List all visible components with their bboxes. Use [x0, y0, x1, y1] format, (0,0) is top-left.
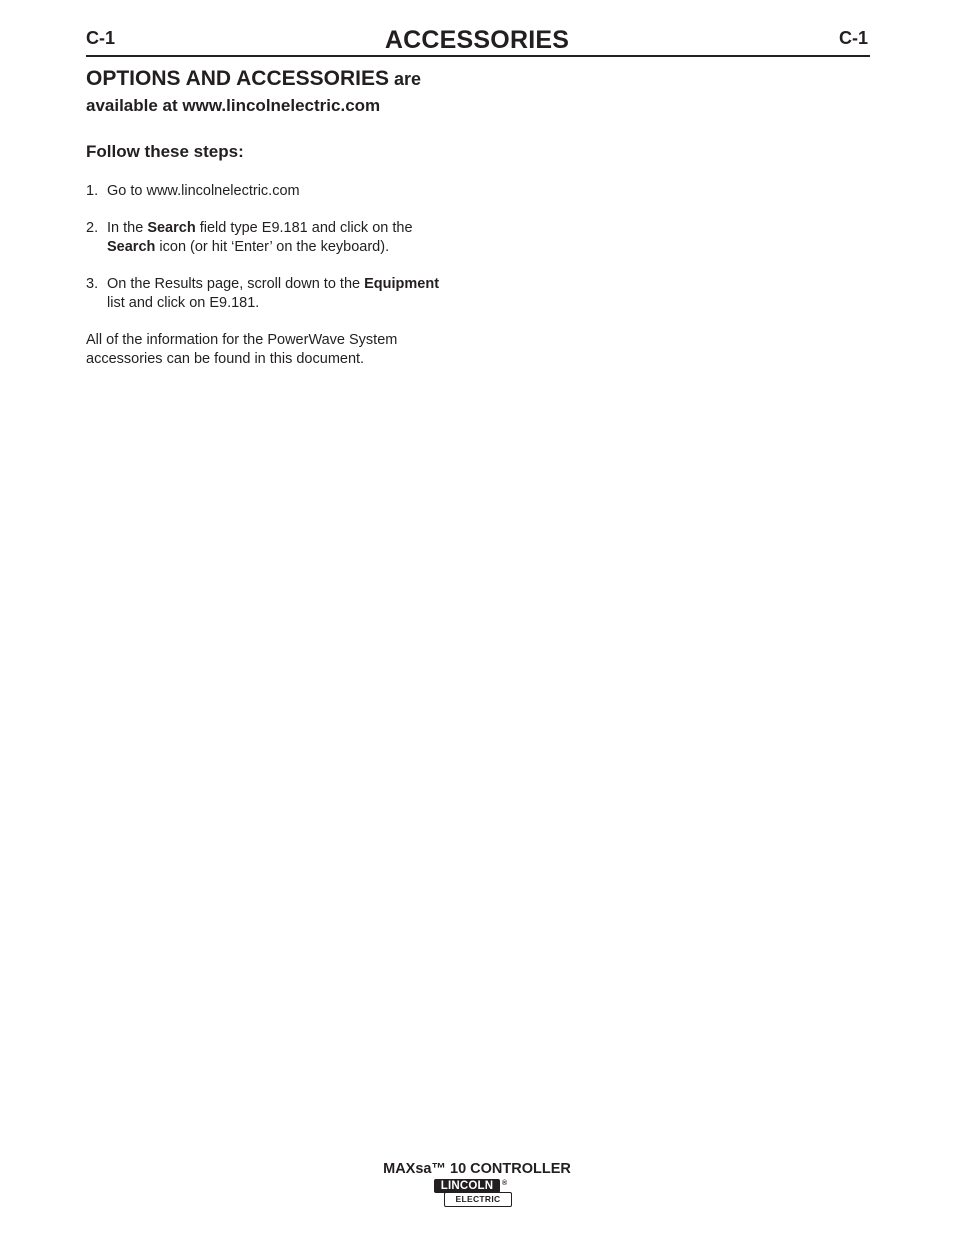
section-heading — [86, 66, 456, 118]
steps-title: Follow these steps: — [86, 142, 244, 161]
closing-paragraph: All of the information for the PowerWave System accessories can be found in this document. — [86, 331, 398, 367]
step-number: 2. — [86, 219, 99, 236]
footer-product-name: MAXsa™ 10 CONTROLLER — [383, 1161, 571, 1177]
registered-mark: ® — [502, 1180, 508, 1187]
step-text: Go to www.lincolnelectric.com — [107, 183, 300, 199]
step-text: field type E9.181 and click on the — [195, 219, 413, 236]
step-keyword-search: Search — [107, 239, 156, 255]
step-number: 3. — [86, 275, 99, 292]
step-text: icon (or hit ‘Enter’ on the keyboard). — [155, 239, 390, 255]
step-text: In the — [107, 219, 148, 236]
section-heading-main: OPTIONS AND ACCESSORIES — [86, 67, 389, 90]
logo-top-text: LINCOLN — [434, 1179, 500, 1193]
steps-list — [86, 182, 456, 314]
page-number-left: C-1 — [86, 28, 116, 48]
section-heading-url: available at www.lincolnelectric.com — [86, 96, 381, 115]
step-item-3 — [86, 275, 456, 314]
step-keyword-equipment: Equipment — [364, 275, 440, 292]
step-text: On the Results page, scroll down to the — [107, 275, 365, 292]
step-item-1 — [86, 182, 456, 202]
logo-bottom-text: ELECTRIC — [444, 1192, 512, 1207]
page-number-right: C-1 — [838, 28, 868, 48]
main-content — [86, 66, 456, 370]
step-number: 1. — [86, 183, 99, 199]
step-item-2 — [86, 219, 456, 258]
lincoln-electric-logo — [434, 1179, 514, 1207]
header-divider — [86, 55, 870, 57]
page-title: ACCESSORIES — [384, 26, 570, 54]
step-text: list and click on E9.181. — [107, 295, 260, 311]
step-keyword-search: Search — [147, 219, 196, 236]
section-heading-suffix: are — [388, 69, 422, 89]
